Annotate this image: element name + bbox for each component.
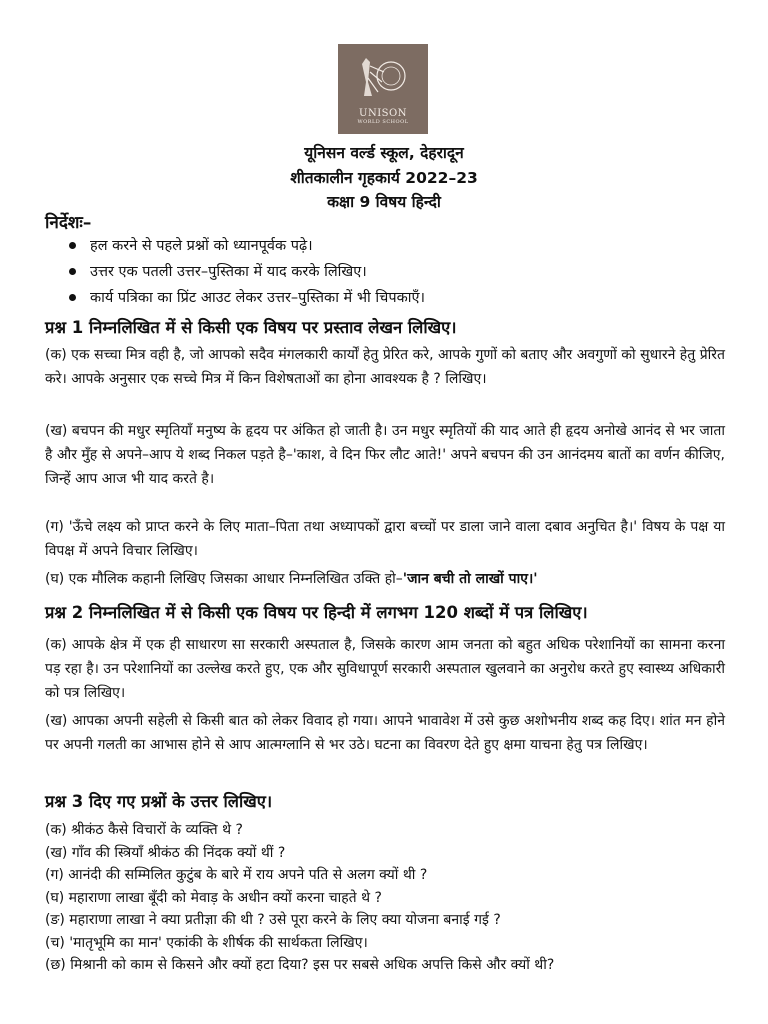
class-subject-title: कक्षा 9 विषय हिन्दी bbox=[327, 193, 441, 211]
sub-question: (घ) महाराणा लाखा बूँदी को मेवाड़ के अधीन क्यों करना चाहते थे ? bbox=[45, 889, 382, 906]
logo-name: UNISON bbox=[359, 108, 407, 119]
question-3-list bbox=[45, 820, 554, 978]
question-1-option-d bbox=[45, 567, 725, 591]
sub-question: (ङ) महाराणा लाखा ने क्या प्रतीज्ञा की थी ? उसे पूरा करने के लिए क्या योजना बनाई गई ? bbox=[45, 912, 501, 928]
logo-subtitle: WORLD SCHOOL bbox=[357, 119, 409, 125]
instructions-heading: निर्देशः– bbox=[45, 213, 92, 233]
question-1-option-b: (ख) बचपन की मधुर स्मृतियाँ मनुष्य के हृदय पर अंकित हो जाती है। उन मधुर स्मृतियों की याद आते ही हृदय अनोखे आनंद से भर जाता है और मुँह से अपने–आप ये शब्द निकल पड़ते है–'काश, वे दिन फिर लौट आते!' अपने बचपन की उन आनंदमय बातों का वर्णन कीजिए, जिन्हें आप आज भी याद करते है। bbox=[45, 423, 725, 487]
question-2-option-b: (ख) आपका अपनी सहेली से किसी बात को लेकर विवाद हो गया। आपने भावावेश में उसे कुछ अशोभनीय शब्द कह दिए। शांत मन होने पर अपनी गलती का आभास होने से आप आत्मग्लानि से भर उठे। घटना का विवरण देते हुए क्षमा याचना हेतु पत्र लिखिए। bbox=[45, 713, 725, 753]
question-1-option-c: (ग) 'ऊँचे लक्ष्य को प्राप्त करने के लिए माता–पिता तथा अध्यापकों द्वारा बच्चों पर डाला जाने वाला दबाव अनुचित है।' विषय के पक्ष या विपक्ष में अपने विचार लिखिए। bbox=[45, 519, 725, 559]
sub-question: (च) 'मातृभूमि का मान' एकांकी के शीर्षक की सार्थकता लिखिए। bbox=[45, 934, 368, 951]
sub-question: (छ) मिश्रानी को काम से किसने और क्यों हटा दिया? इस पर सबसे अधिक अपत्ति किसे और क्यों थी? bbox=[45, 957, 555, 973]
crest-icon bbox=[358, 52, 408, 104]
instruction-item: उत्तर एक पतली उत्तर–पुस्तिका में याद करके लिखिए। bbox=[64, 261, 425, 287]
sub-question: (क) श्रीकंठ कैसे विचारों के व्यक्ति थे ? bbox=[45, 822, 243, 838]
option-d-text: (घ) एक मौलिक कहानी लिखिए जिसका आधार निम्नलिखित उक्ति हो– bbox=[45, 571, 403, 587]
instruction-item: हल करने से पहले प्रश्नों को ध्यानपूर्वक पढ़े। bbox=[64, 235, 425, 261]
instruction-item: कार्य पत्रिका का प्रिंट आउट लेकर उत्तर–पुस्तिका में भी चिपकाएँ। bbox=[64, 287, 425, 313]
question-1-option-a: (क) एक सच्चा मित्र वही है, जो आपको सदैव मंगलकारी कार्यों हेतु प्रेरित करे, आपके गुणों को बताए और अवगुणों को सुधारने हेतु प्रेरित करे। आपके अनुसार एक सच्चे मित्र में किन विशेषताओं का होना आवश्यक है ? लिखिए। bbox=[45, 347, 725, 387]
sub-question: (ग) आनंदी की सम्मिलित कुटुंब के बारे में राय अपने पति से अलग क्यों थी ? bbox=[45, 867, 428, 883]
question-3-heading: प्रश्न 3 दिए गए प्रश्नों के उत्तर लिखिए। bbox=[45, 792, 273, 811]
instructions-list bbox=[64, 235, 425, 313]
sub-question: (ख) गाँव की स्त्रियाँ श्रीकंठ की निंदक क्यों थीं ? bbox=[45, 844, 286, 861]
question-2-heading: प्रश्न 2 निम्नलिखित में से किसी एक विषय पर हिन्दी में लगभग 120 शब्दों में पत्र लिखिए। bbox=[45, 603, 588, 622]
question-2-option-a: (क) आपके क्षेत्र में एक ही साधारण सा सरकारी अस्पताल है, जिसके कारण आम जनता को बहुत अधिक परेशानियों का सामना करना पड़ रहा है। उन परेशानियों का उल्लेख करते हुए, एक और सुविधापूर्ण सरकारी अस्पताल खुलवाने का अनुरोध करते हुए स्वास्थ्य अधिकारी को पत्र लिखिए। bbox=[45, 637, 725, 701]
question-1-heading: प्रश्न 1 निम्नलिखित में से किसी एक विषय पर प्रस्ताव लेखन लिखिए। bbox=[45, 318, 457, 337]
school-title: यूनिसन वर्ल्ड स्कूल, देहरादून bbox=[304, 144, 464, 162]
school-logo bbox=[338, 44, 428, 134]
option-d-quote: 'जान बची तो लाखों पाए।' bbox=[402, 571, 538, 587]
session-title: शीतकालीन गृहकार्य 2022–23 bbox=[290, 169, 478, 187]
